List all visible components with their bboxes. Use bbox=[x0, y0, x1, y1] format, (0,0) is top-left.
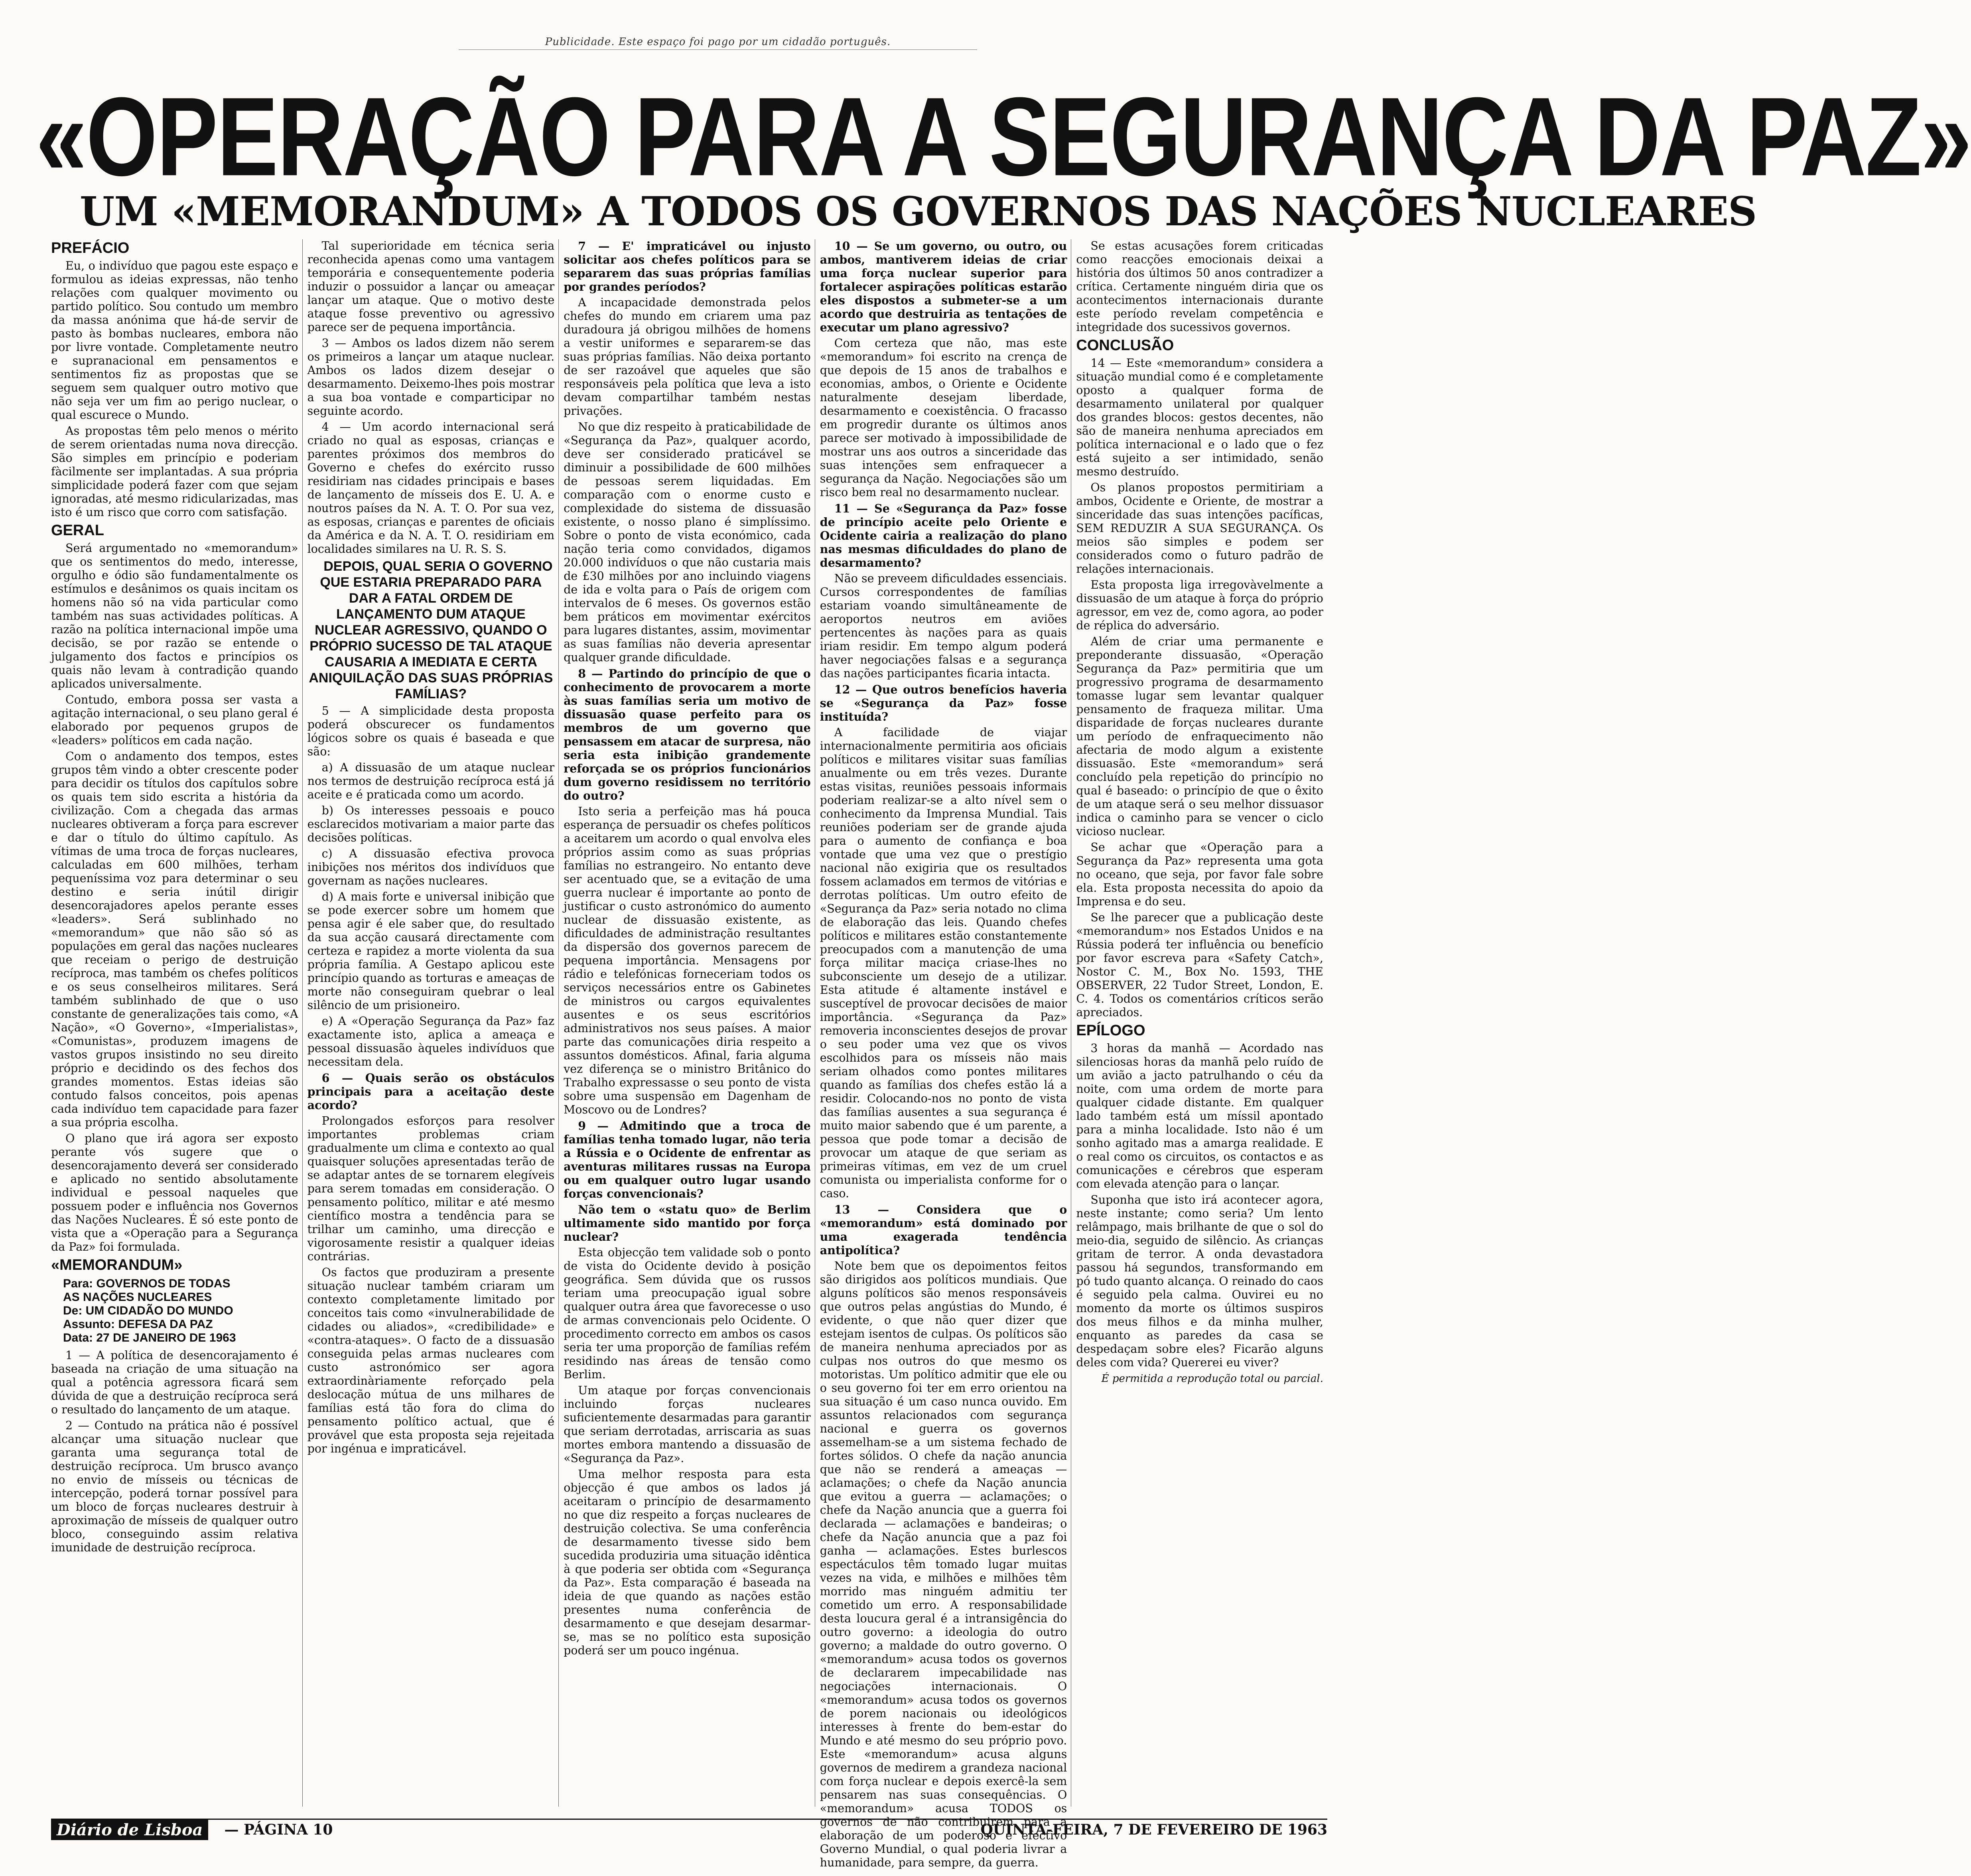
paragraph: Note bem que os depoimentos feitos são dirigidos aos políticos mundiais. Que alguns políticos são menos responsáveis que outros pelas angústias do Mundo, é evidente, o que não quer dizer que estejam isentos de culpas. Os políticos são de maneira nenhuma apreciados por as culpas nos outros do que mesmo os motoristas. Um político admitir que ele ou o seu governo foi ter em erro orientou na sua situação é um caso nunca ouvido. Em assuntos relacionados com segurança nacional e guerra os governos assemelham-se a um sistema fechado de fortes sólidos. O chefe da nação anuncia que não se renderá a ameaças — aclamações; o chefe da Nação anuncia que evitou a guerra — aclamações; o chefe da Nação anuncia que a guerra foi declarada — aclamações e bandeiras; o chefe da Nação anuncia que a paz foi ganha — aclamações. Estes burlescos espectáculos têm tomado lugar muitas vezes na vida, e milhões e milhões têm morrido mas ninguém admitiu ter cometido um erro. A responsabilidade desta loucura geral é a intransigência do outro governo: a ideologia do outro governo; a maldade do outro governo. O «memorandum» acusa todos os governos de declararem impecabilidade nas negociações internacionais. O «memorandum» acusa todos os governos de porem nacionais ou ideológicos interesses à frente do bem-estar do Mundo e até mesmo do seu próprio povo. Este «memorandum» acusa alguns governos de medirem a grandeza nacional com força nuclear e depois exercê-la sem pensarem nas suas consequências. O «memorandum» acusa TODOS os governos de não contribuirem para a elaboração de um poderoso e efectivo Governo Mundial, o qual poderia livrar a humanidade, para sempre, da guerra. bbox=[820, 1259, 1067, 1869]
section-heading-geral: GERAL bbox=[51, 522, 104, 539]
paragraph: Além de criar uma permanente e preponderante dissuasão, «Operação Segurança da Paz» permitiria que um progressivo programa de desarmamento tomasse lugar sem levantar qualquer pensamento de fraqueza militar. Uma disparidade de forças nucleares durante um período de enfraquecimento não afectaria de modo algum a existente dissuasão. Este «memorandum» será concluído pela repetição do princípio no qual é baseado: o princípio de que o êxito de um ataque será o seu melhor dissuasor indica o caminho para se vencer o ciclo vicioso nuclear. bbox=[1076, 635, 1323, 838]
paragraph: Contudo, embora possa ser vasta a agitação internacional, o seu plano geral é elaborado por pequenos grupos de «leaders» políticos em cada nação. bbox=[51, 693, 298, 747]
column-2 bbox=[307, 239, 559, 1807]
paragraph: a) A dissuasão de um ataque nuclear nos termos de destruição recíproca está já aceite e é praticada como um acordo. bbox=[307, 761, 555, 801]
page-footer bbox=[51, 1819, 1327, 1840]
paragraph: Esta objecção tem validade sob o ponto de vista do Ocidente devido à posição geográfica. Sem dúvida que os russos teriam uma preocupação igual sobre qualquer outra área que favorecesse o uso de armas convencionais pelo Ocidente. O procedimento correcto em ambos os casos seria ter uma proporção de famílias refém residindo nas áreas de tensão como Berlim. bbox=[564, 1246, 811, 1381]
paragraph: d) A mais forte e universal inibição que se pode exercer sobre um homem que pensa agir é ele saber que, do resultado da sua acção causará directamente com certeza e rapidez a morte violenta da sua própria família. A Gestapo aplicou este princípio quando as torturas e ameaças de morte não conseguiram quebrar o leal silêncio de um prisioneiro. bbox=[307, 890, 555, 1012]
memo-header bbox=[63, 1277, 298, 1345]
column-5 bbox=[1076, 239, 1327, 1807]
question: 9 — Admitindo que a troca de famílias tenha tomado lugar, não teria a Rússia e o Ocidente de enfrentar as aventuras militares russas na Europa ou em qualquer outro lugar usando forças convencionais? bbox=[564, 1119, 811, 1200]
section-heading-prefacio: PREFÁCIO bbox=[51, 240, 130, 256]
paragraph: 5 — A simplicidade desta proposta poderá obscurecer os fundamentos lógicos sobre os quais é baseada e que são: bbox=[307, 704, 555, 758]
question: 10 — Se um governo, ou outro, ou ambos, mantiverem ideias de criar uma força nuclear superior para fortalecer aspirações políticas estarão eles dispostos a submeter-se a um acordo que destruiria as tentações de executar um plano agressivo? bbox=[820, 239, 1067, 334]
section-heading-conclusao: CONCLUSÃO bbox=[1076, 337, 1174, 354]
paragraph: Esta proposta liga irregovàvelmente a dissuasão de um ataque à força do próprio agressor, em vez de, como agora, ao poder de réplica do adversário. bbox=[1076, 578, 1323, 632]
paragraph: b) Os interesses pessoais e pouco esclarecidos motivariam a maior parte das decisões políticas. bbox=[307, 804, 555, 844]
section-heading-epilogo: EPÍLOGO bbox=[1076, 1022, 1145, 1039]
paragraph: A facilidade de viajar internacionalmente permitiria aos oficiais políticos e militares visitar suas famílias anualmente ou em três vezes. Durante estas visitas, reuniões pessoais informais poderiam realizar-se a alto nível sem o conhecimento da Imprensa Mundial. Tais reuniões poderiam ser de grande ajuda para o aumento de confiança e boa vontade que uma vez que o prestígio nacional não exigiria que os resultados fossem aclamados em termos de vitórias e derrotas políticas. Um outro efeito de «Segurança da Paz» seria notado no clima de elaboração das leis. Quando chefes políticos e militares estão constantemente preocupados com a manutenção de uma força militar maciça criase-lhes no subconsciente um desejo de a utilizar. Esta atitude é altamente instável e susceptível de provocar decisões de maior importância. «Segurança da Paz» removeria inconscientes desejos de provar o seu poder uma vez que os vivos escolhidos para os mísseis não mais seriam olhados como pontes militares quando as famílias dos chefes estão lá a residir. Colocando-nos no ponto de vista das famílias ausentes a sua segurança é muito maior sabendo que é um parente, a pessoa que pode tomar a decisão de provocar um ataque de que seriam as primeiras vítimas, em vez de um cruel comunista ou imperialista conforme for o caso. bbox=[820, 726, 1067, 1200]
memo-para-2: AS NAÇÕES NUCLEARES bbox=[63, 1291, 212, 1304]
paragraph: O plano que irá agora ser exposto perante vós sugere que o desencorajamento deverá ser considerado e aplicado no sentido absolutamente individual e pessoal naqueles que possuem poder e influência nos Governos das Nações Nucleares. É só este ponto de vista que a «Operação para a Segurança da Paz» foi formulada. bbox=[51, 1132, 298, 1253]
question: Não tem o «statu quo» de Berlim ultimamente sido mantido por força nuclear? bbox=[564, 1203, 811, 1243]
paragraph: Um ataque por forças convencionais incluindo forças nucleares suficientemente desarmadas para garantir que seriam derrotadas, arriscaria as suas mortes embora mantendo a dissuasão de «Segurança da Paz». bbox=[564, 1384, 811, 1465]
highlighted-question: DEPOIS, QUAL SERIA O GOVERNO QUE ESTARIA PREPARADO PARA DAR A FATAL ORDEM DE LANÇAMENTO DUM ATAQUE NUCLEAR AGRESSIVO, QUANDO O PRÓPRIO SUCESSO DE TAL ATAQUE CAUSARIA A IMEDIATA E CERTA ANIQUILAÇÃO DAS SUAS PRÓPRIAS FAMÍLIAS? bbox=[309, 559, 553, 702]
question: 7 — E' impraticável ou injusto solicitar aos chefes políticos para se separarem das suas próprias famílias por grandes períodos? bbox=[564, 239, 811, 294]
question: 12 — Que outros benefícios haveria se «Segurança da Paz» fosse instituída? bbox=[820, 683, 1067, 723]
memo-de: De: UM CIDADÃO DO MUNDO bbox=[63, 1304, 233, 1317]
subheadline: UM «MEMORANDUM» A TODOS OS GOVERNOS DAS NAÇÕES NUCLEARES bbox=[80, 188, 1757, 235]
paragraph: Se estas acusações forem criticadas como reacções emocionais deixai a história dos últimos 50 anos contradizer a crítica. Certamente ninguém diria que os acontecimentos internacionais durante este período revelam competência e integridade dos sucessivos governos. bbox=[1076, 239, 1323, 334]
paragraph: Com certeza que não, mas este «memorandum» foi escrito na crença de que depois de 15 anos de trabalhos e economias, ambos, o Oriente e Ocidente naturalmente desejam liberdade, desarmamento e coexistência. O fracasso em progredir durante os últimos anos parece ser motivado à impossibilidade de mostrar uns aos outros a sinceridade das suas intenções sem enfraquecer a segurança da Nação. Negociações são um risco bem real no desarmamento nuclear. bbox=[820, 337, 1067, 499]
paragraph: 3 — Ambos os lados dizem não serem os primeiros a lançar um ataque nuclear. Ambos os lados dizem desejar o desarmamento. Deixemo-lhes pois mostrar a sua boa vontade e comparticipar no seguinte acordo. bbox=[307, 337, 555, 418]
paragraph: Isto seria a perfeição mas há pouca esperança de persuadir os chefes políticos a aceitarem um acordo o qual envolva eles próprios assim como as suas próprias famílias no estrangeiro. No entanto deve ser acentuado que, se a evitação de uma guerra nuclear é importante ao ponto de justificar o custo astronómico do aumento nuclear de dissuasão existente, as dificuldades de administração resultantes da dispersão dos governos parecem de pequena importância. Mensagens por rádio e telefónicas forneceriam todos os serviços necessários entre os Gabinetes de ministros ou cargos equivalentes ausentes e os seus escritórios administrativos nos seus países. A maior parte das comunicações diria respeito a assuntos domésticos. Afinal, faria alguma vez diferença se o ministro Britânico do Trabalho expressasse o seu ponto de vista sobre uma suspensão em Dagenham de Moscovo ou de Londres? bbox=[564, 805, 811, 1116]
memo-data: Data: 27 DE JANEIRO DE 1963 bbox=[63, 1331, 236, 1344]
newspaper-masthead-logo: Diário de Lisboa bbox=[51, 1820, 208, 1840]
question: 6 — Quais serão os obstáculos principais para a aceitação deste acordo? bbox=[307, 1071, 555, 1112]
paragraph: Prolongados esforços para resolver importantes problemas criam gradualmente um clima e contexto ao qual quaisquer soluções apresentadas terão de se adaptar antes de se tornarem elegíveis para serem tomadas em consideração. O pensamento político, militar e até mesmo científico mostra a tendência para se trilhar um caminho, uma direcção e vigorosamente resistir a qualquer ideias contrárias. bbox=[307, 1114, 555, 1263]
paragraph: As propostas têm pelo menos o mérito de serem orientadas numa nova direcção. São simples em princípio e poderiam fàcilmente ser implantadas. A sua própria simplicidade poderá fazer com que sejam ignoradas, até mesmo ridicularizadas, mas isto é um risco que corro com satisfação. bbox=[51, 424, 298, 519]
question: 11 — Se «Segurança da Paz» fosse de princípio aceite pelo Oriente e Ocidente cairia a realização do plano nas mesmas dificuldades do plano de desarmamento? bbox=[820, 502, 1067, 570]
paragraph: 4 — Um acordo internacional será criado no qual as esposas, crianças e parentes próximos dos membros do Governo e chefes do exército russo residiriam nas cidades principais e bases de lançamento de mísseis dos E. U. A. e noutros países da N. A. T. O. Por sua vez, as esposas, crianças e parentes de oficiais da América e da N. A. T. O. residiriam em localidades similares na U. R. S. S. bbox=[307, 420, 555, 556]
paragraph: Uma melhor resposta para esta objecção é que ambos os lados já aceitaram o princípio de desarmamento no que diz respeito a forças nucleares de destruição colectiva. Se uma conferência de desarmamento tivesse sido bem sucedida produziria uma situação idêntica à que poderia ser obtida com «Segurança da Paz». Esta comparação é baseada na ideia de que quando as nações estão presentes numa conferência de desarmamento e que desejam desarmar-se, mas se no político esta suposição poderá ser um pouco ingénua. bbox=[564, 1468, 811, 1657]
paragraph: Não se preveem dificuldades essenciais. Cursos correspondentes de famílias estariam voando simultâneamente de aeroportos neutros em aviões pertencentes às nações para as quais iriam residir. Em tempo algum poderá haver negociações falsas e a segurança das nações participantes ficaria intacta. bbox=[820, 572, 1067, 680]
paragraph: A incapacidade demonstrada pelos chefes do mundo em criarem uma paz duradoura já obrigou milhões de homens a vestir uniformes e separarem-se das suas próprias famílias. Não deixa portanto de ser razoável que aqueles que são responsáveis pela política que leva a isto devam compartilhar também nestas privações. bbox=[564, 296, 811, 418]
memo-assunto: Assunto: DEFESA DA PAZ bbox=[63, 1318, 213, 1331]
paragraph: Com o andamento dos tempos, estes grupos têm vindo a obter crescente poder para decidir os títulos dos capítulos sobre os quais tem sido escrita a história da civilização. Com a chegada das armas nucleares obtiveram a força para escrever e dar o título do último capítulo. As vítimas de uma troca de forças nucleares, calculadas em 600 milhões, terham pequeníssima voz para determinar o seu destino e seria inútil dirigir desencorajadores apelos perante esses «leaders». Será sublinhado no «memorandum» que não são só as populações em geral das nações nucleares que receiam o perigo de destruição recíproca, mas também os chefes políticos e os seus conselheiros militares. Será também sublinhado de que o uso constante de generalizações tais como, «A Nação», «O Governo», «Imperialistas», «Comunistas», produzem imagens de vastos grupos insistindo no seu direito próprio e decidindo os des fechos dos grandes momentos. Estas ideias são contudo falsos conceitos, pois apenas cada indivíduo tem capacidade para fazer a sua própria escolha. bbox=[51, 750, 298, 1129]
paragraph: Tal superioridade em técnica seria reconhecida apenas como uma vantagem temporária e consequentemente poderia induzir o possuidor a lançar ou ameaçar lançar um ataque. Que o motivo deste ataque fosse preventivo ou agressivo parece ser de pequena importância. bbox=[307, 239, 555, 334]
paragraph: Será argumentado no «memorandum» que os sentimentos do medo, interesse, orgulho e ódio são fundamentalmente os estímulos e desânimos os quais incitam os homens não só na vida particular como também nas suas actividades políticas. A razão na política internacional impõe uma decisão, se por razão se entende o julgamento dos factos e princípios os quais não levam à contradição quando aplicados universalmente. bbox=[51, 542, 298, 690]
issue-date: QUINTA-FEIRA, 7 DE FEVEREIRO DE 1963 bbox=[980, 1821, 1327, 1838]
paragraph: No que diz respeito à praticabilidade de «Segurança da Paz», qualquer acordo, deve ser considerado praticável se diminuir a possibilidade de 600 milhões de pessoas serem liquidadas. Em comparação com o enorme custo e complexidade do sistema de dissuasão existente, o nosso plano é simplíssimo. Sobre o ponto de vista económico, cada nação teria como convidados, digamos 20.000 indivíduos o que não custaria mais de £30 milhões por ano incluindo viagens de ida e volta para o País de origem com intervalos de 6 meses. Os governos estão bem práticos em movimentar exércitos para lugares distantes, assim, movimentar as suas famílias não deveria apresentar qualquer grande dificuldade. bbox=[564, 420, 811, 664]
paragraph: c) A dissuasão efectiva provoca inibições nos méritos dos indivíduos que governam as nações nucleares. bbox=[307, 847, 555, 887]
paragraph: Se achar que «Operação para a Segurança da Paz» representa uma gota no oceano, que seja, por favor fale sobre ela. Esta proposta necessita do apoio da Imprensa e do seu. bbox=[1076, 841, 1323, 908]
advertisement-notice: Publicidade. Este espaço foi pago por um cidadão português. bbox=[459, 36, 977, 50]
memo-para: Para: GOVERNOS DE TODAS bbox=[63, 1277, 231, 1290]
paragraph: Se lhe parecer que a publicação deste «memorandum» nos Estados Unidos e na Rússia poderá ter influência ou benefício por favor escreva para «Safety Catch», Nostor C. M., Box No. 1593, THE OBSERVER, 22 Tudor Street, London, E. C. 4. Todos os comentários críticos serão apreciados. bbox=[1076, 911, 1323, 1019]
column-1 bbox=[51, 239, 303, 1807]
reproduction-credit: É permitida a reprodução total ou parcial. bbox=[1101, 1373, 1323, 1385]
paragraph: e) A «Operação Segurança da Paz» faz exactamente isto, aplica a ameaça e pessoal dissuasão àqueles indivíduos que necessitam dela. bbox=[307, 1015, 555, 1068]
section-heading-memorandum: «MEMORANDUM» bbox=[51, 1257, 183, 1273]
paragraph: Os planos propostos permitiriam a ambos, Ocidente e Oriente, de mostrar a sinceridade das suas intenções pacíficas, SEM REDUZIR A SUA SEGURANÇA. Os meios são simples e podem ser considerados como o futuro padrão de relações internacionais. bbox=[1076, 481, 1323, 575]
paragraph: 2 — Contudo na prática não é possível alcançar uma situação nuclear que garanta uma segurança total de destruição recíproca. Um brusco avanço no envio de mísseis ou técnicas de intercepção, poderá tornar possível para um bloco de forças nucleares destruir à aproximação de mísseis de qualquer outro bloco, conseguindo assim relativa imunidade de destruição recíproca. bbox=[51, 1419, 298, 1554]
paragraph: Eu, o indivíduo que pagou este espaço e formulou as ideias expressas, não tenho relações com qualquer movimento ou partido político. Sou contudo um membro da massa anónima que há-de servir de pasto às bombas nucleares, embora não por livre vontade. Completamente neutro e supranacional em pensamentos e sentimentos fiz as propostas que se seguem sem qualquer outro motivo que não seja ver um fim ao perigo nuclear, o qual escurece o Mundo. bbox=[51, 259, 298, 422]
paragraph: Suponha que isto irá acontecer agora, neste instante; como seria? Um lento relâmpago, mais brilhante de que o sol do meio-dia, seguido de silêncio. As crianças gritam de terror. A onda devastadora passou há segundos, transformando em pó tudo quanto alcança. O reinado do caos é seguido pela calma. Ouvirei eu no momento da morte os últimos suspiros dos meus filhos e da minha mulher, enquanto as paredes da casa se despedaçam sobre eles? Ficarão alguns deles com vida? Quererei eu viver? bbox=[1076, 1193, 1323, 1369]
column-4 bbox=[820, 239, 1072, 1869]
paragraph: 3 horas da manhã — Acordado nas silenciosas horas da manhã pelo ruído de um avião a jacto patrulhando o céu da noite, com uma ordem de morte para qualquer cidade distante. Em qualquer lado também está um míssil apontado para a minha localidade. Isto não é um sonho agitado mas a amarga realidade. E o real como os circuitos, os contactos e as comunicações e cérebros que esperam com elevada atenção para o lançar. bbox=[1076, 1042, 1323, 1190]
paragraph: 14 — Este «memorandum» considera a situação mundial como é e completamente oposto a qualquer forma de desarmamento unilateral por qualquer dos grandes blocos: gestos decentes, não são de maneira nenhuma apreciados em política internacional e o lado que o fez está sujeito a ser intimidado, senão mesmo destruído. bbox=[1076, 357, 1323, 478]
headline: «OPERAÇÃO PARA A SEGURANÇA DA PAZ» bbox=[36, 74, 1971, 199]
question: 8 — Partindo do princípio de que o conhecimento de provocarem a morte às suas famílias seria um motivo de dissuasão quase perfeito para os membros de um governo que pensassem em atacar de surpresa, não seria esta inibição grandemente reforçada se os próprios funcionários dum governo residissem no território do outro? bbox=[564, 667, 811, 802]
paragraph: Os factos que produziram a presente situação nuclear também criaram um contexto completamente limitado por conceitos tais como «invulnerabilidade de cidades ou aliados», «credibilidade» e «contra-ataques». O facto de a dissuasão conseguida pelas armas nucleares com custo astronómico ser agora extraordinàriamente reforçado pela deslocação mútua de uns milhares de famílias está tão fora do clima do pensamento político actual, que é provável que esta proposta seja rejeitada por ingénua e impraticável. bbox=[307, 1266, 555, 1455]
question: 13 — Considera que o «memorandum» está dominado por uma exagerada tendência antipolítica? bbox=[820, 1203, 1067, 1257]
paragraph: 1 — A política de desencorajamento é baseada na criação de uma situação na qual a potência agressora ficará sem dúvida de que a destruição recíproca será o resultado do lançamento de um ataque. bbox=[51, 1349, 298, 1416]
page-number: — PÁGINA 10 bbox=[224, 1821, 333, 1838]
column-3 bbox=[564, 239, 815, 1807]
